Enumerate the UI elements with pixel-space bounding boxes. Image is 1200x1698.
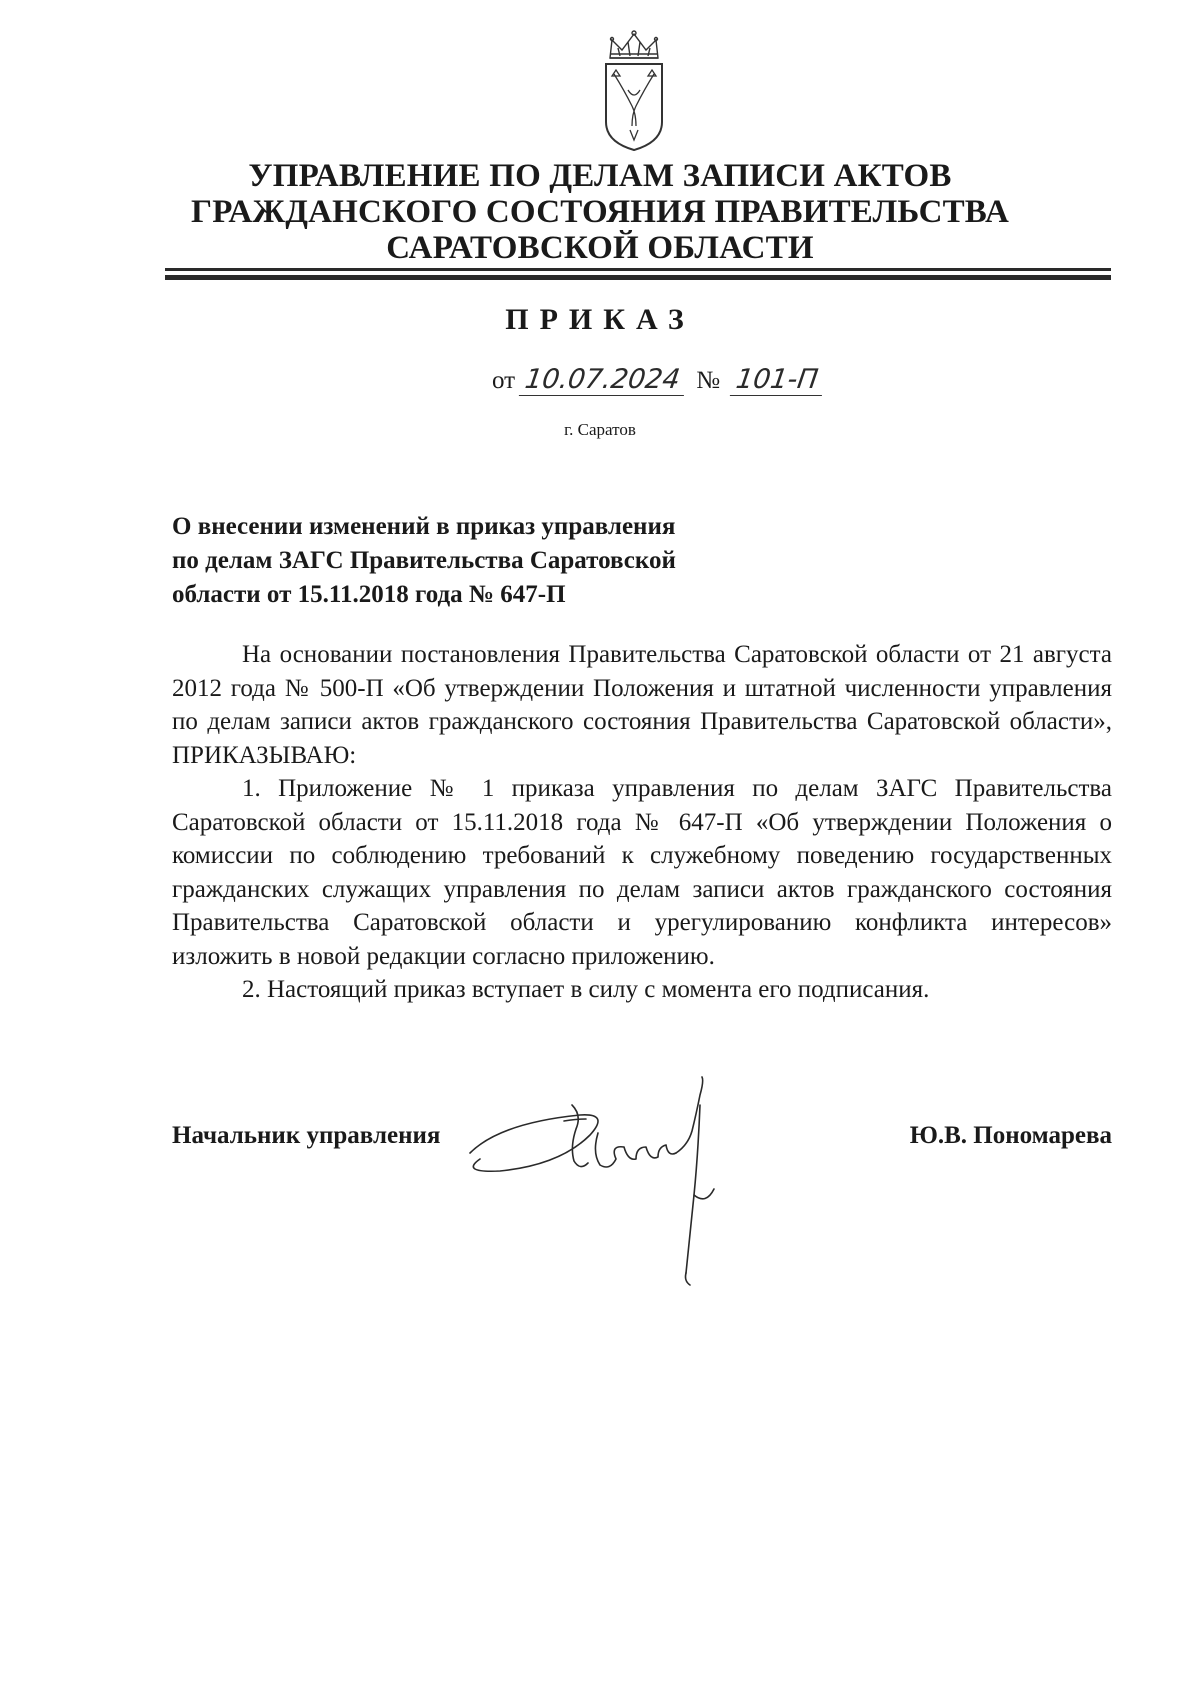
header-divider-thin <box>165 268 1111 271</box>
agency-name <box>150 158 1050 266</box>
handwritten-signature-icon <box>460 1075 760 1290</box>
agency-name-line: ГРАЖДАНСКОГО СОСТОЯНИЯ ПРАВИТЕЛЬСТВА <box>191 194 1009 230</box>
order-body <box>172 638 1112 1007</box>
coat-of-arms-icon <box>598 30 670 152</box>
preamble-paragraph: На основании постановления Правительства Саратовской области от 21 августа 2012 года № 500-П «Об утверждении Положения и штатной численности управления по делам записи актов гражданского состояния Правительства Саратовской области», ПРИКАЗЫВАЮ: <box>172 641 1112 769</box>
number-prefix: № <box>696 367 721 394</box>
order-date-number <box>492 365 824 396</box>
order-date-handwritten: 10.07.2024 <box>519 365 688 396</box>
header-divider-thick <box>165 275 1111 280</box>
signer-title: Начальник управления <box>172 1122 441 1149</box>
signer-name: Ю.В. Пономарева <box>909 1122 1112 1149</box>
agency-name-line: УПРАВЛЕНИЕ ПО ДЕЛАМ ЗАПИСИ АКТОВ <box>248 158 952 194</box>
subject-line: области от 15.11.2018 года № 647-П <box>172 581 566 608</box>
order-item-2: 2. Настоящий приказ вступает в силу с момента его подписания. <box>242 976 930 1003</box>
agency-name-line: САРАТОВСКОЙ ОБЛАСТИ <box>386 230 814 266</box>
order-number-handwritten: 101-П <box>730 365 826 396</box>
subject-line: О внесении изменений в приказ управления <box>172 513 676 540</box>
order-subject <box>172 510 772 612</box>
date-prefix: от <box>492 367 516 394</box>
document-type-title: ПРИКАЗ <box>505 303 695 336</box>
order-item-1: 1. Приложение № 1 приказа управления по делам ЗАГС Правительства Саратовской области от 15.11.2018 года № 647-П «Об утверждении Положения о комиссии по соблюдению требований к служебному поведению государственных гражданских служащих управления по делам записи актов гражданского состояния Правительства Саратовской области и урегулированию конфликта интересов» изложить в новой редакции согласно приложению. <box>172 775 1112 970</box>
issue-city: г. Саратов <box>564 420 636 439</box>
subject-line: по делам ЗАГС Правительства Саратовской <box>172 547 676 574</box>
